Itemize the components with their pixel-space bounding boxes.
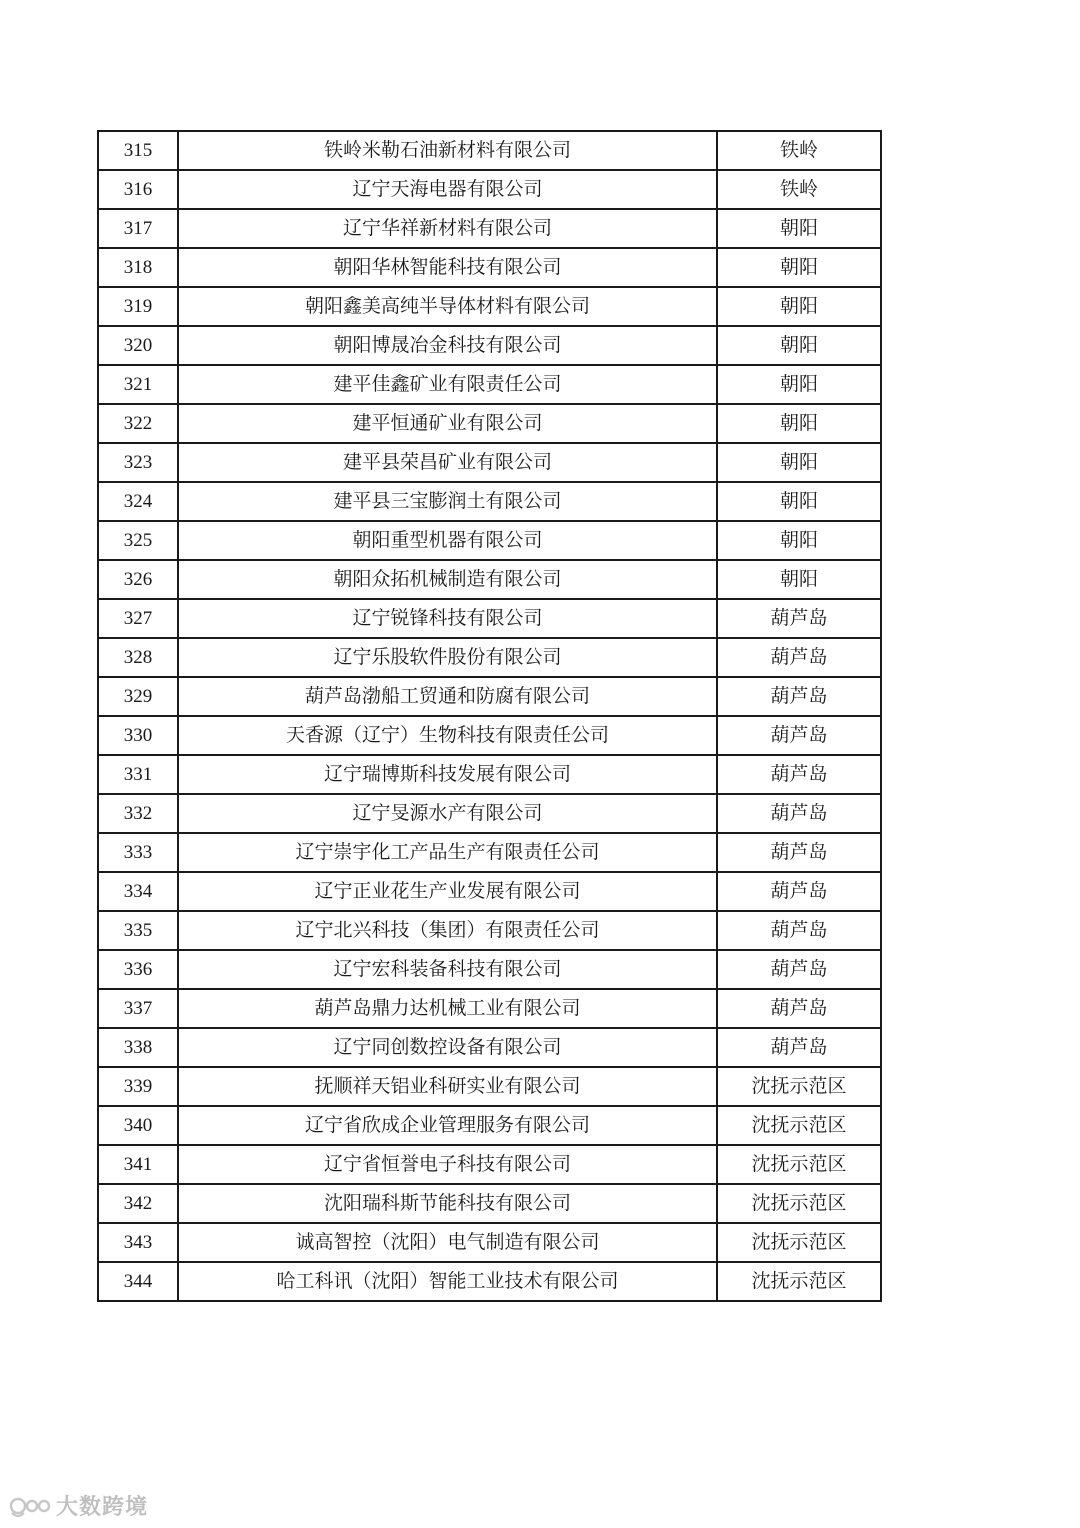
- company-name-cell: 建平恒通矿业有限公司: [178, 404, 717, 443]
- row-number-cell: 316: [98, 170, 178, 209]
- table-body: [98, 131, 881, 1301]
- region-cell: 朝阳: [717, 209, 881, 248]
- region-cell: 朝阳: [717, 482, 881, 521]
- company-name-cell: 辽宁崇宇化工产品生产有限责任公司: [178, 833, 717, 872]
- row-number-cell: 326: [98, 560, 178, 599]
- row-number-cell: 339: [98, 1067, 178, 1106]
- table-row: [98, 911, 881, 950]
- table-row: [98, 1028, 881, 1067]
- row-number-cell: 324: [98, 482, 178, 521]
- table-row: [98, 482, 881, 521]
- region-cell: 朝阳: [717, 365, 881, 404]
- table-row: [98, 755, 881, 794]
- company-name-cell: 辽宁锐锋科技有限公司: [178, 599, 717, 638]
- region-cell: 铁岭: [717, 170, 881, 209]
- table-row: [98, 365, 881, 404]
- company-name-cell: 朝阳华林智能科技有限公司: [178, 248, 717, 287]
- table-row: [98, 833, 881, 872]
- row-number-cell: 341: [98, 1145, 178, 1184]
- company-name-cell: 辽宁正业花生产业发展有限公司: [178, 872, 717, 911]
- row-number-cell: 319: [98, 287, 178, 326]
- table-row: [98, 170, 881, 209]
- row-number-cell: 327: [98, 599, 178, 638]
- row-number-cell: 315: [98, 131, 178, 170]
- region-cell: 葫芦岛: [717, 989, 881, 1028]
- region-cell: 葫芦岛: [717, 833, 881, 872]
- row-number-cell: 333: [98, 833, 178, 872]
- company-name-cell: 葫芦岛渤船工贸通和防腐有限公司: [178, 677, 717, 716]
- company-name-cell: 辽宁省恒誉电子科技有限公司: [178, 1145, 717, 1184]
- region-cell: 葫芦岛: [717, 716, 881, 755]
- region-cell: 葫芦岛: [717, 677, 881, 716]
- table-row: [98, 248, 881, 287]
- region-cell: 朝阳: [717, 287, 881, 326]
- table-row: [98, 1067, 881, 1106]
- row-number-cell: 336: [98, 950, 178, 989]
- region-cell: 沈抚示范区: [717, 1223, 881, 1262]
- company-name-cell: 建平县三宝膨润土有限公司: [178, 482, 717, 521]
- row-number-cell: 320: [98, 326, 178, 365]
- company-name-cell: 辽宁旻源水产有限公司: [178, 794, 717, 833]
- table-row: [98, 989, 881, 1028]
- region-cell: 葫芦岛: [717, 638, 881, 677]
- company-name-cell: 葫芦岛鼎力达机械工业有限公司: [178, 989, 717, 1028]
- region-cell: 朝阳: [717, 404, 881, 443]
- region-cell: 葫芦岛: [717, 872, 881, 911]
- region-cell: 葫芦岛: [717, 950, 881, 989]
- table-row: [98, 404, 881, 443]
- watermark: [8, 1490, 148, 1521]
- region-cell: 沈抚示范区: [717, 1145, 881, 1184]
- region-cell: 葫芦岛: [717, 599, 881, 638]
- row-number-cell: 343: [98, 1223, 178, 1262]
- company-list-table: [97, 130, 882, 1302]
- row-number-cell: 328: [98, 638, 178, 677]
- company-name-cell: 哈工科讯（沈阳）智能工业技术有限公司: [178, 1262, 717, 1301]
- region-cell: 葫芦岛: [717, 911, 881, 950]
- row-number-cell: 334: [98, 872, 178, 911]
- company-name-cell: 朝阳博晟冶金科技有限公司: [178, 326, 717, 365]
- table-row: [98, 1223, 881, 1262]
- table-row: [98, 443, 881, 482]
- row-number-cell: 330: [98, 716, 178, 755]
- watermark-text: 大数跨境: [56, 1495, 149, 1520]
- region-cell: 铁岭: [717, 131, 881, 170]
- table-row: [98, 131, 881, 170]
- region-cell: 葫芦岛: [717, 794, 881, 833]
- table-row: [98, 1145, 881, 1184]
- row-number-cell: 331: [98, 755, 178, 794]
- company-name-cell: 辽宁宏科装备科技有限公司: [178, 950, 717, 989]
- row-number-cell: 317: [98, 209, 178, 248]
- company-name-cell: 辽宁同创数控设备有限公司: [178, 1028, 717, 1067]
- row-number-cell: 329: [98, 677, 178, 716]
- row-number-cell: 318: [98, 248, 178, 287]
- company-name-cell: 铁岭米勒石油新材料有限公司: [178, 131, 717, 170]
- row-number-cell: 323: [98, 443, 178, 482]
- company-name-cell: 辽宁天海电器有限公司: [178, 170, 717, 209]
- company-name-cell: 诚高智控（沈阳）电气制造有限公司: [178, 1223, 717, 1262]
- company-name-cell: 抚顺祥天铝业科研实业有限公司: [178, 1067, 717, 1106]
- table-row: [98, 794, 881, 833]
- company-name-cell: 辽宁瑞博斯科技发展有限公司: [178, 755, 717, 794]
- region-cell: 朝阳: [717, 521, 881, 560]
- table-row: [98, 521, 881, 560]
- row-number-cell: 337: [98, 989, 178, 1028]
- table-row: [98, 560, 881, 599]
- region-cell: 朝阳: [717, 560, 881, 599]
- region-cell: 朝阳: [717, 443, 881, 482]
- table-row: [98, 1262, 881, 1301]
- company-name-cell: 辽宁省欣成企业管理服务有限公司: [178, 1106, 717, 1145]
- row-number-cell: 322: [98, 404, 178, 443]
- table-row: [98, 677, 881, 716]
- table-row: [98, 950, 881, 989]
- company-name-cell: 建平佳鑫矿业有限责任公司: [178, 365, 717, 404]
- table-row: [98, 638, 881, 677]
- row-number-cell: 325: [98, 521, 178, 560]
- table-row: [98, 1184, 881, 1223]
- company-name-cell: 辽宁华祥新材料有限公司: [178, 209, 717, 248]
- table-row: [98, 209, 881, 248]
- row-number-cell: 342: [98, 1184, 178, 1223]
- company-name-cell: 建平县荣昌矿业有限公司: [178, 443, 717, 482]
- table-row: [98, 287, 881, 326]
- region-cell: 沈抚示范区: [717, 1106, 881, 1145]
- region-cell: 沈抚示范区: [717, 1067, 881, 1106]
- row-number-cell: 338: [98, 1028, 178, 1067]
- table-row: [98, 872, 881, 911]
- table-row: [98, 1106, 881, 1145]
- row-number-cell: 321: [98, 365, 178, 404]
- region-cell: 沈抚示范区: [717, 1262, 881, 1301]
- row-number-cell: 335: [98, 911, 178, 950]
- company-name-cell: 辽宁北兴科技（集团）有限责任公司: [178, 911, 717, 950]
- region-cell: 葫芦岛: [717, 1028, 881, 1067]
- table-row: [98, 326, 881, 365]
- brand-logo-icon: [8, 1493, 52, 1519]
- region-cell: 朝阳: [717, 326, 881, 365]
- company-name-cell: 朝阳重型机器有限公司: [178, 521, 717, 560]
- row-number-cell: 332: [98, 794, 178, 833]
- row-number-cell: 340: [98, 1106, 178, 1145]
- region-cell: 朝阳: [717, 248, 881, 287]
- company-name-cell: 沈阳瑞科斯节能科技有限公司: [178, 1184, 717, 1223]
- company-name-cell: 辽宁乐股软件股份有限公司: [178, 638, 717, 677]
- row-number-cell: 344: [98, 1262, 178, 1301]
- region-cell: 沈抚示范区: [717, 1184, 881, 1223]
- region-cell: 葫芦岛: [717, 755, 881, 794]
- company-name-cell: 朝阳鑫美高纯半导体材料有限公司: [178, 287, 717, 326]
- company-name-cell: 天香源（辽宁）生物科技有限责任公司: [178, 716, 717, 755]
- company-name-cell: 朝阳众拓机械制造有限公司: [178, 560, 717, 599]
- table-row: [98, 599, 881, 638]
- table-row: [98, 716, 881, 755]
